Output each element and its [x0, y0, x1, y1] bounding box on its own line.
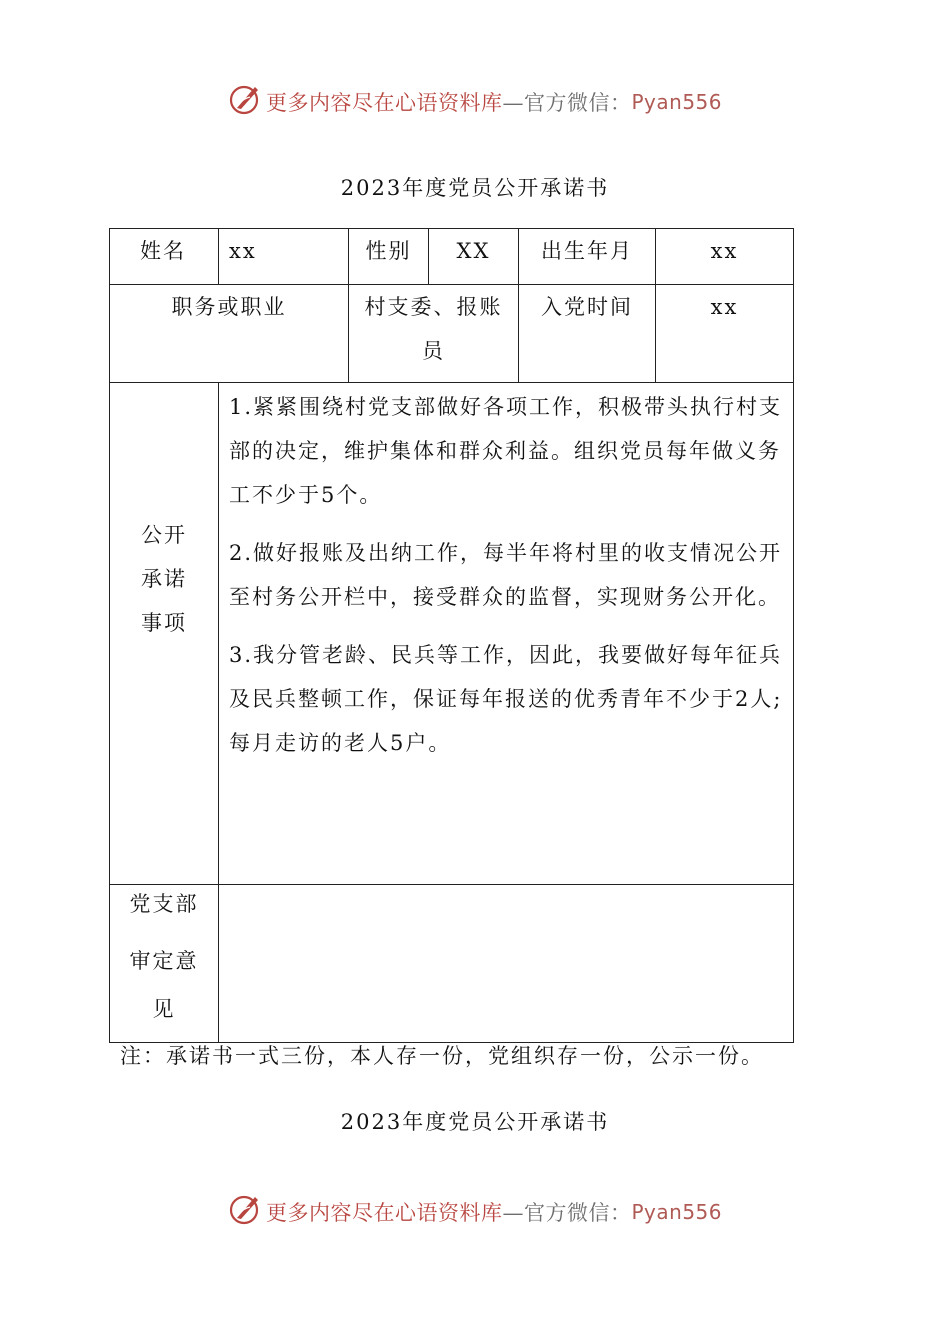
join-date-label: 入党时间	[519, 285, 656, 383]
pledge-items	[219, 383, 794, 885]
job-value-line2: 员	[422, 339, 445, 363]
document-title: 2023年度党员公开承诺书	[340, 176, 610, 200]
job-label: 职务或职业	[110, 285, 349, 383]
job-value-line1: 村支委、报账	[364, 295, 503, 319]
pledge-label-line2: 承诺	[141, 567, 187, 591]
watermark-site-text: 更多内容尽在心语资料库	[265, 91, 503, 115]
repeat-title: 2023年度党员公开承诺书	[340, 1110, 610, 1134]
watermark-site-text: 更多内容尽在心语资料库	[265, 1201, 503, 1225]
review-label-line3: 见	[152, 997, 176, 1021]
quill-pen-logo-icon	[228, 82, 262, 116]
pledge-label-line3: 事项	[141, 611, 187, 635]
review-label-line1: 党支部	[129, 892, 199, 916]
pledge-item-1: 1.紧紧围绕村党支部做好各项工作，积极带头执行村支部的决定，维护集体和群众利益。组织党员每年做义务工不少于5个。	[229, 395, 783, 507]
watermark-header	[0, 82, 950, 122]
gender-label: 性别	[349, 229, 429, 285]
watermark-separator: —官方微信：	[502, 1201, 632, 1225]
watermark-wechat-id: Pyan556	[631, 1200, 722, 1224]
footnote: 注：承诺书一式三份，本人存一份，党组织存一份，公示一份。	[120, 1044, 764, 1068]
review-label-line2: 审定意	[129, 949, 199, 973]
pledge-label-line1: 公开	[141, 523, 187, 547]
birth-label: 出生年月	[519, 229, 656, 285]
name-value: xx	[219, 229, 349, 285]
join-date-value: xx	[656, 285, 794, 383]
pledge-item-2: 2.做好报账及出纳工作，每半年将村里的收支情况公开至村务公开栏中，接受群众的监督，实现财务公开化。	[229, 541, 783, 609]
pledge-form-table	[109, 228, 794, 1043]
review-label	[110, 885, 219, 1043]
job-value	[349, 285, 519, 383]
watermark-wechat-id: Pyan556	[631, 90, 722, 114]
pledge-label	[110, 383, 219, 885]
pledge-item-3: 3.我分管老龄、民兵等工作，因此，我要做好每年征兵及民兵整顿工作，保证每年报送的优秀青年不少于2人;每月走访的老人5户。	[229, 643, 783, 755]
watermark-footer	[0, 1192, 950, 1232]
name-label: 姓名	[110, 229, 219, 285]
watermark-separator: —官方微信：	[502, 91, 632, 115]
gender-value: XX	[429, 229, 519, 285]
birth-value: xx	[656, 229, 794, 285]
review-content	[219, 885, 794, 1043]
quill-pen-logo-icon	[228, 1192, 262, 1226]
